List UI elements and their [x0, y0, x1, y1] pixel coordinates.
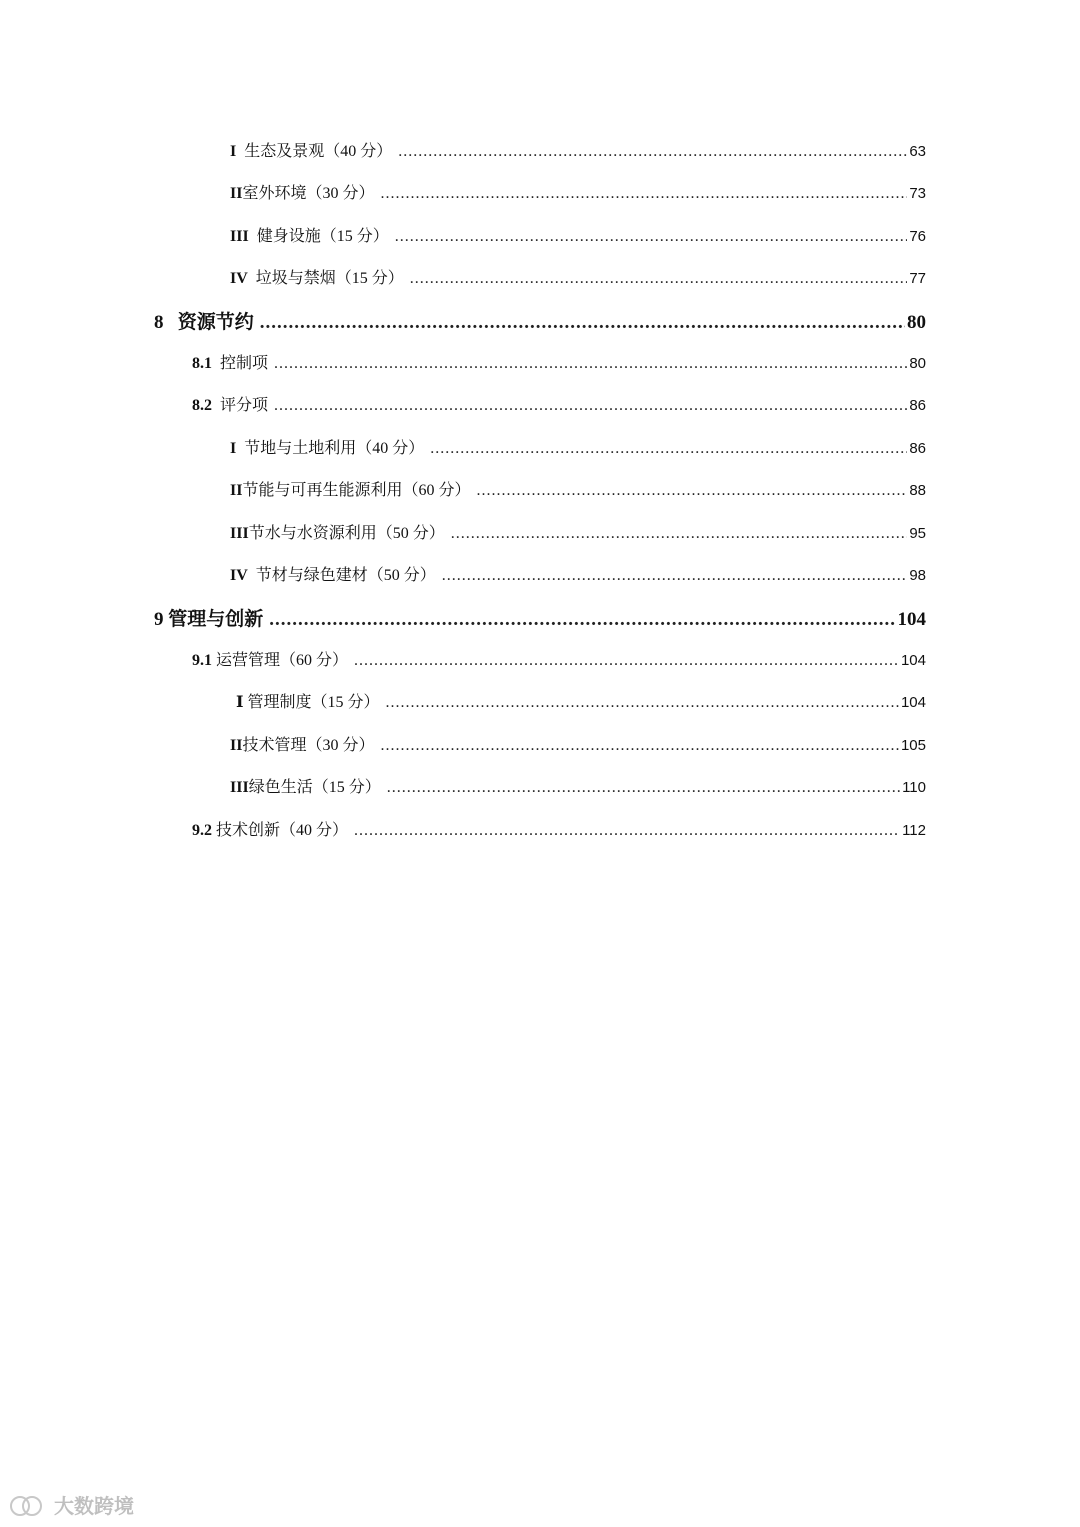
toc-section-entry[interactable]: [192, 647, 926, 677]
dot-leader: [442, 567, 908, 585]
toc-page-number: 86: [909, 440, 926, 457]
toc-title: 垃圾与禁烟（15 分）: [255, 270, 404, 287]
toc-entry[interactable]: [230, 180, 926, 210]
toc-number: IV: [230, 270, 248, 287]
toc-number: III: [230, 525, 249, 542]
toc-title: 技术管理（30 分）: [242, 737, 375, 754]
toc-title: 绿色生活（15 分）: [248, 779, 381, 796]
toc-page-number: 110: [902, 779, 926, 796]
toc-page-number: 104: [900, 652, 926, 669]
toc-number: 9.2: [192, 822, 212, 839]
toc-entry[interactable]: [230, 562, 926, 592]
toc-chapter-entry[interactable]: [154, 604, 926, 634]
dot-leader: [387, 779, 900, 797]
toc-title: 节地与土地利用（40 分）: [244, 440, 425, 457]
toc-section-entry[interactable]: [192, 350, 926, 380]
toc-number: 9: [154, 609, 164, 630]
toc-number: II: [230, 737, 243, 754]
toc-title: 评分项: [220, 397, 269, 414]
dot-leader: [430, 440, 907, 458]
toc-page-number: 104: [900, 694, 926, 711]
toc-entry[interactable]: [230, 223, 926, 253]
toc-page-number: 80: [909, 355, 926, 372]
toc-title: 资源节约: [177, 312, 254, 333]
dot-leader: [274, 397, 907, 415]
toc-page-number: 80: [907, 312, 926, 333]
dot-leader: [398, 143, 907, 161]
toc-page-number: 105: [900, 737, 926, 754]
toc-title: 管理与创新: [168, 609, 264, 630]
toc-entry[interactable]: [230, 138, 926, 168]
toc-entry[interactable]: [230, 265, 926, 295]
toc-title: 控制项: [220, 355, 269, 372]
toc-title: 技术创新（40 分）: [216, 822, 349, 839]
dot-leader: [260, 312, 905, 334]
toc-entry[interactable]: [236, 689, 926, 719]
dot-leader: [380, 737, 899, 755]
toc-entry[interactable]: [230, 774, 926, 804]
toc-page-number: 112: [902, 822, 926, 839]
toc-page-number: 86: [909, 397, 926, 414]
toc-entry[interactable]: [230, 435, 926, 465]
toc-page-number: 95: [909, 525, 926, 542]
toc-chapter-entry[interactable]: [154, 307, 926, 337]
toc-page-number: 98: [909, 567, 926, 584]
dot-leader: [395, 228, 908, 246]
dot-leader: [274, 355, 907, 373]
toc-number: III: [230, 228, 249, 245]
watermark: [8, 1490, 134, 1519]
toc-number: I: [230, 440, 237, 457]
dot-leader: [269, 609, 895, 631]
toc-title: 室外环境（30 分）: [242, 185, 375, 202]
toc-title: 节能与可再生能源利用（60 分）: [242, 482, 471, 499]
toc-page-number: 63: [909, 143, 926, 160]
toc-entry[interactable]: [230, 520, 926, 550]
toc-number: I: [230, 143, 237, 160]
dot-leader: [386, 694, 899, 712]
toc-number: 8: [154, 312, 164, 333]
toc-number: Ⅰ: [236, 694, 244, 711]
toc-section-entry[interactable]: [192, 392, 926, 422]
dot-leader: [451, 525, 908, 543]
watermark-text: 大数跨境: [54, 1494, 134, 1518]
toc-title: 节材与绿色建材（50 分）: [255, 567, 436, 584]
toc-title: 健身设施（15 分）: [256, 228, 389, 245]
toc-entry[interactable]: [230, 477, 926, 507]
toc-section-entry[interactable]: [192, 817, 926, 847]
dot-leader: [410, 270, 908, 288]
dot-leader: [380, 185, 907, 203]
toc-number: 9.1: [192, 652, 212, 669]
toc-number: III: [230, 779, 249, 796]
toc-number: II: [230, 482, 243, 499]
toc-title: 管理制度（15 分）: [247, 694, 380, 711]
toc-number: IV: [230, 567, 248, 584]
toc-title: 生态及景观（40 分）: [244, 143, 393, 160]
toc-page-number: 88: [909, 482, 926, 499]
dot-leader: [354, 822, 900, 840]
toc-page-number: 73: [909, 185, 926, 202]
toc-number: 8.2: [192, 397, 212, 414]
toc-title: 节水与水资源利用（50 分）: [248, 525, 445, 542]
toc-title: 运营管理（60 分）: [216, 652, 349, 669]
toc-page-number: 76: [909, 228, 926, 245]
dot-leader: [354, 652, 899, 670]
link-circles-icon: [8, 1492, 48, 1518]
toc-page-number: 77: [909, 270, 926, 287]
toc-page-number: 104: [897, 609, 926, 630]
toc-number: 8.1: [192, 355, 212, 372]
toc-entry[interactable]: [230, 732, 926, 762]
toc-number: II: [230, 185, 243, 202]
dot-leader: [476, 482, 907, 500]
